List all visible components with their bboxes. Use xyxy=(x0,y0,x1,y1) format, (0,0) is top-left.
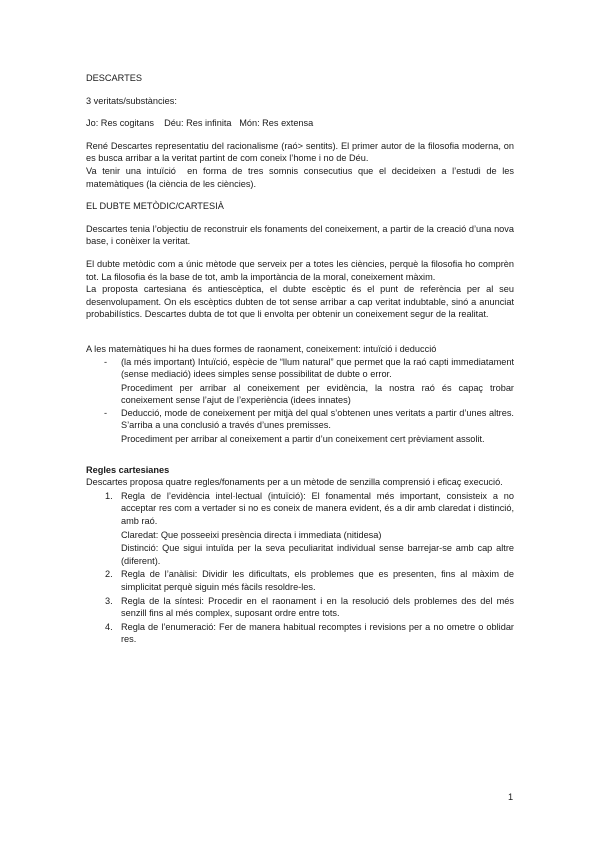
list-item-sub: Procediment per arribar al coneixement a partir d’un coneixement cert prèviament assolit. xyxy=(121,434,485,445)
rule-text: Regla de l’evidència intel·lectual (intuïció): El fonamental més important, consisteix a no acceptar res com a vertader si no es coneix de manera evident, és a dir amb claredat i distinció, amb raó. xyxy=(121,490,514,527)
substances-subtitle: 3 veritats/substàncies: xyxy=(86,95,177,106)
document-title: DESCARTES xyxy=(86,73,142,83)
rule-text: Regla de l’anàlisi: Dividir les dificultats, els problemes que es presenten, fins al màxim de simplicitat perquè siguin més fàcils resoldre-les. xyxy=(121,569,514,592)
rule-number: 2. xyxy=(105,569,113,580)
rule-item-evidencia xyxy=(86,490,514,568)
rule-text: Regla de l’enumeració: Fer de manera habitual recomptes i revisions per a no ometre o oblidar res. xyxy=(121,621,514,645)
dubte-paragraph-3: La proposta cartesiana és antiescèptica, el dubte escèptic és el punt de referència per al seu desenvolupament. On els escèptics dubten de tot sense arribar a cap veritat indubtable, sinó a anunciat probabilístics. Descartes dubta de tot que li envolta per obtenir un coneixement segur de la realitat. xyxy=(86,284,514,320)
substances-list: Jo: Res cogitans Déu: Res infinita Món: Res extensa xyxy=(86,118,314,129)
rule-item-analisi xyxy=(86,568,514,593)
section-heading-regles: Regles cartesianes xyxy=(86,464,170,475)
dash-bullet: - xyxy=(104,407,108,418)
regles-intro: Descartes proposa quatre regles/fonaments per a un mètode de senzilla comprensió i eficaç execució. xyxy=(86,477,503,488)
rule-text: Regla de la síntesi: Procedir en el raonament i en la resolució dels problemes des del més senzill fins al més complex, suposant ordre entre tots. xyxy=(121,595,514,619)
rule-sub-distincio: Distinció: Que sigui intuïda per la seva peculiaritat individual sense barrejar-se amb cap altre (diferent). xyxy=(121,543,514,566)
dubte-paragraph-1: Descartes tenia l’objectiu de reconstruir els fonaments del coneixement, a partir de la creació d’una nova base, i conèixer la veritat. xyxy=(86,223,514,247)
dash-bullet: - xyxy=(104,356,108,367)
page-content xyxy=(86,72,517,646)
rule-sub-claredat: Claredat: Que posseeixi presència directa i immediata (nitidesa) xyxy=(121,529,382,540)
rules-list xyxy=(86,490,514,646)
list-item-main: Deducció, mode de coneixement per mitjà del qual s’obtenen unes veritats a partir d’unes altres. S’arriba a una conclusió a través d’unes premisses. xyxy=(121,407,514,431)
rule-number: 3. xyxy=(105,595,113,606)
intro-paragraph-1: René Descartes representatiu del racionalisme (raó> sentits). El primer autor de la filosofia moderna, on es busca arribar a la veritat partint de com coneix l’home i no de Déu. xyxy=(86,140,514,164)
list-item-sub: Procediment per arribar al coneixement per evidència, la nostra raó és capaç trobar coneixement sense l’ajut de l’experiència (idees innates) xyxy=(121,382,514,406)
rule-item-sintesi xyxy=(86,595,514,620)
rule-item-enumeracio xyxy=(86,621,514,646)
page-number: 1 xyxy=(508,792,514,802)
rule-number: 4. xyxy=(105,621,113,632)
list-item-deduccio xyxy=(86,407,514,446)
list-item-main: (la més important) Intuïció, espècie de “llum natural” que permet que la raó capti immediatament (sense mediació) idees simples sense possibilitat de dubte o error. xyxy=(121,356,514,380)
rule-number: 1. xyxy=(105,490,113,501)
section-heading-dubte: EL DUBTE METÒDIC/CARTESIÀ xyxy=(86,201,224,212)
dubte-paragraph-2: El dubte metòdic com a únic mètode que serveix per a totes les ciències, perquè la filosofia ho comprèn tot. La filosofia és la base de tot, amb la importància de la moral, coneixement màxim. xyxy=(86,258,514,282)
list-item-intuicio xyxy=(86,356,514,407)
intro-paragraph-2: Va tenir una intuïció en forma de tres somnis consecutius que el decideixen a l’estudi de les matemàtiques (la ciència de les ciències). xyxy=(86,165,517,189)
dubte-paragraph-4: A les matemàtiques hi ha dues formes de raonament, coneixement: intuïció i deducció xyxy=(86,343,437,354)
